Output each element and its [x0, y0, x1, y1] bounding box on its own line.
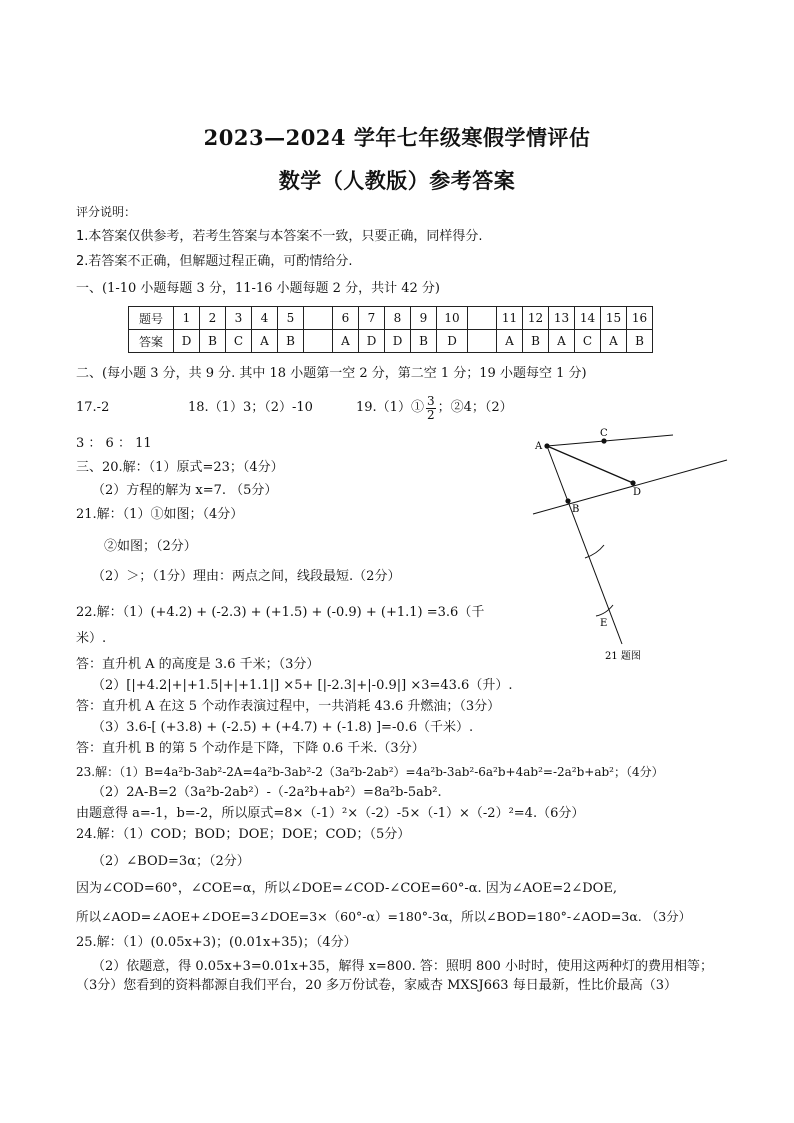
- answer-q19-prefix: 19.（1）①: [356, 400, 424, 415]
- answer-q21-part2: （2）＞；（1分）理由：两点之间，线段最短.（2分）: [92, 569, 401, 584]
- page-title: 2023—2024 学年七年级寒假学情评估: [203, 125, 591, 150]
- table-cell: 10: [437, 307, 468, 330]
- table-cell: B: [523, 330, 549, 353]
- label-a: A: [535, 441, 543, 452]
- table-cell: A: [549, 330, 575, 353]
- table-cell: 4: [252, 307, 278, 330]
- answer-q19-suffix: ；②4；（2）: [437, 400, 513, 415]
- table-cell: 题号: [129, 307, 174, 330]
- answer-q19-ratio: 3 ： 6 ： 11: [76, 436, 152, 451]
- fraction-denominator: 2: [426, 407, 435, 422]
- table-cell: A: [601, 330, 627, 353]
- table-cell: A: [252, 330, 278, 353]
- table-cell: 7: [359, 307, 385, 330]
- answer-q25-part1: 25.解：（1）(0.05x+3)；(0.01x+35)；（4分）: [76, 935, 357, 950]
- table-row: [129, 330, 653, 353]
- table-cell: C: [575, 330, 601, 353]
- answer-q19: [356, 386, 513, 430]
- fraction: [426, 395, 436, 422]
- answer-q24-part3: 因为∠COD=60°，∠COE=α，所以∠DOE=∠COD-∠COE=60°-α. 因为∠AOE=2∠DOE,: [76, 881, 617, 896]
- answer-q18: 18.（1）3；（2）-10: [188, 400, 313, 415]
- label-c: C: [600, 428, 608, 439]
- table-cell: C: [226, 330, 252, 353]
- figure-caption: 21 题图: [605, 651, 641, 662]
- table-cell: B: [200, 330, 226, 353]
- point-b: [565, 498, 570, 503]
- section2-heading: 二、(每小题 3 分，共 9 分. 其中 18 小题第一空 2 分，第二空 1 分；19 小题每空 1 分): [76, 366, 587, 381]
- point-c: [601, 438, 606, 443]
- table-cell: 12: [523, 307, 549, 330]
- table-gap: [304, 307, 333, 330]
- table-cell: 1: [174, 307, 200, 330]
- table-cell: 6: [333, 307, 359, 330]
- table-cell: 8: [385, 307, 411, 330]
- table-cell: D: [359, 330, 385, 353]
- table-cell: 2: [200, 307, 226, 330]
- scoring-note-1: 1.本答案仅供参考，若考生答案与本答案不一致，只要正确，同样得分.: [76, 229, 483, 244]
- answer-q24-part4: 所以∠AOD=∠AOE+∠DOE=3∠DOE=3×（60°-α）=180°-3α，所以∠BOD=180°-∠AOD=3α. （3分）: [76, 909, 692, 924]
- table-cell: B: [278, 330, 304, 353]
- point-a: [544, 443, 549, 448]
- table-cell: 16: [627, 307, 653, 330]
- table-cell: D: [385, 330, 411, 353]
- table-cell: D: [437, 330, 468, 353]
- table-cell: A: [333, 330, 359, 353]
- answer-q24-part2: （2）∠BOD=3α；（2分）: [92, 854, 250, 869]
- ray-ac: [547, 435, 673, 446]
- answer-q17: 17.-2: [76, 400, 110, 415]
- table-cell: 13: [549, 307, 575, 330]
- section1-heading: 一、(1-10 小题每题 3 分，11-16 小题每题 2 分，共计 42 分): [76, 281, 440, 296]
- table-cell: 5: [278, 307, 304, 330]
- table-cell: 9: [411, 307, 437, 330]
- point-d: [630, 480, 635, 485]
- answer-q23-part1: 23.解：（1）B=4a²b-3ab²-2A=4a²b-3ab²-2（3a²b-2ab²）=4a²b-3ab²-6a²b+4ab²=-2a²b+ab²；（4分）: [76, 765, 664, 779]
- geometry-figure-21: [525, 428, 735, 668]
- answer-q25-part2-cont: （3分）您看到的资料都源自我们平台，20 多万份试卷，家威杏 MXSJ663 每日最新，性比价最高（3）: [76, 978, 677, 993]
- answer-q23-part3: 由题意得 a=-1，b=-2，所以原式=8×（-1）²×（-2）-5×（-1）×（-2）²=4.（6分）: [76, 806, 585, 821]
- answer-table: [128, 306, 653, 353]
- answer-q22-part1-cont: 米）.: [76, 631, 107, 646]
- answer-q23-part2: （2）2A-B=2（3a²b-2ab²）-（-2a²b+ab²）=8a²b-5ab².: [92, 785, 442, 800]
- label-b: B: [572, 504, 580, 515]
- table-cell: 14: [575, 307, 601, 330]
- table-row: [129, 307, 653, 330]
- table-cell: 11: [497, 307, 523, 330]
- answer-q22-part1: 22.解：（1）(+4.2) + (-2.3) + (+1.5) + (-0.9) + (+1.1) =3.6（千: [76, 605, 485, 620]
- scoring-notes-heading: 评分说明：: [76, 205, 137, 219]
- table-cell: B: [627, 330, 653, 353]
- answer-q22-reply1: 答：直升机 A 的高度是 3.6 千米；（3分）: [76, 657, 320, 672]
- answer-q22-part2: （2）[|+4.2|+|+1.5|+|+1.1|] ×5+ [|-2.3|+|-0.9|] ×3=43.6（升）.: [92, 678, 513, 693]
- segment-ad: [547, 446, 633, 483]
- scoring-note-2: 2.若答案不正确，但解题过程正确，可酌情给分.: [76, 254, 353, 269]
- label-e: E: [600, 618, 608, 629]
- answer-q25-part2: （2）依题意，得 0.05x+3=0.01x+35，解得 x=800. 答：照明 800 小时时，使用这两种灯的费用相等；: [92, 959, 713, 974]
- table-gap: [304, 330, 333, 353]
- table-gap: [468, 330, 497, 353]
- answer-q21-part1: 21.解：（1）①如图；（4分）: [76, 507, 244, 522]
- label-d: D: [633, 487, 642, 498]
- table-cell: D: [174, 330, 200, 353]
- answer-q20-part2: （2）方程的解为 x=7. （5分）: [92, 483, 278, 498]
- answer-q22-part3: （3）3.6-[ (+3.8) + (-2.5) + (+4.7) + (-1.8) ]=-0.6（千米）.: [92, 720, 474, 735]
- fraction-numerator: 3: [426, 393, 435, 408]
- table-cell: 3: [226, 307, 252, 330]
- answer-q24-part1: 24.解：（1）COD；BOD；DOE；DOE；COD；（5分）: [76, 827, 411, 842]
- answer-q21-part1b: ②如图；（2分）: [104, 539, 197, 554]
- table-gap: [468, 307, 497, 330]
- answer-q20-part1: 三、20.解：（1）原式=23；（4分）: [76, 460, 284, 475]
- table-cell: 15: [601, 307, 627, 330]
- arc-mark-1: [585, 545, 604, 558]
- answer-q22-reply3: 答：直升机 B 的第 5 个动作是下降，下降 0.6 千米.（3分）: [76, 741, 425, 756]
- ray-ab: [547, 446, 622, 644]
- table-cell: A: [497, 330, 523, 353]
- answer-q22-reply2: 答：直升机 A 在这 5 个动作表演过程中，一共消耗 43.6 升燃油；（3分）: [76, 699, 501, 714]
- page-subtitle: 数学（人教版）参考答案: [278, 168, 516, 193]
- table-cell: B: [411, 330, 437, 353]
- table-cell: 答案: [129, 330, 174, 353]
